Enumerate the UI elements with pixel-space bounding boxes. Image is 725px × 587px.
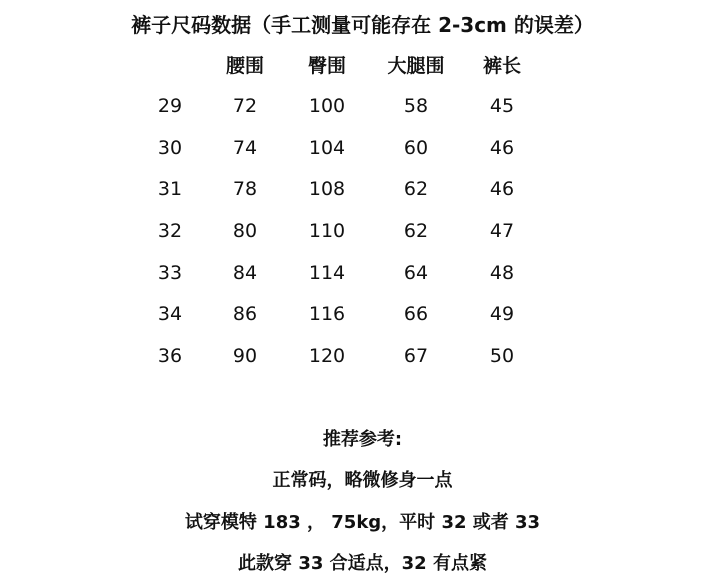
length-cell: 46 — [489, 137, 515, 159]
hip-cell: 110 — [308, 220, 346, 242]
header-length: 裤长 — [482, 55, 521, 77]
header-thigh: 大腿围 — [387, 55, 445, 77]
waist-cell: 72 — [232, 95, 258, 117]
thigh-cell: 58 — [403, 95, 429, 117]
size-cell: 30 — [157, 137, 183, 159]
waist-cell: 80 — [232, 220, 258, 242]
size-cell: 33 — [157, 262, 183, 284]
header-hip: 臀围 — [307, 55, 346, 77]
model-info-note: 试穿模特 183 ， 75kg，平时 32 或者 33 — [184, 512, 541, 533]
thigh-cell: 62 — [403, 220, 429, 242]
size-cell: 29 — [157, 95, 183, 117]
hip-cell: 108 — [308, 178, 346, 200]
thigh-cell: 66 — [403, 303, 429, 325]
page-title: 裤子尺码数据（手工测量可能存在 2-3cm 的误差） — [131, 13, 594, 37]
waist-cell: 86 — [232, 303, 258, 325]
hip-cell: 100 — [308, 95, 346, 117]
thigh-cell: 67 — [403, 345, 429, 367]
waist-cell: 74 — [232, 137, 258, 159]
size-cell: 31 — [157, 178, 183, 200]
hip-cell: 114 — [308, 262, 346, 284]
length-cell: 49 — [489, 303, 515, 325]
hip-cell: 120 — [308, 345, 346, 367]
length-cell: 48 — [489, 262, 515, 284]
fit-note: 正常码，略微修身一点 — [272, 470, 453, 491]
size-cell: 32 — [157, 220, 183, 242]
waist-cell: 84 — [232, 262, 258, 284]
hip-cell: 104 — [308, 137, 346, 159]
size-cell: 36 — [157, 345, 183, 367]
length-cell: 45 — [489, 95, 515, 117]
length-cell: 47 — [489, 220, 515, 242]
header-waist: 腰围 — [225, 55, 264, 77]
thigh-cell: 62 — [403, 178, 429, 200]
thigh-cell: 60 — [403, 137, 429, 159]
length-cell: 46 — [489, 178, 515, 200]
size-advice-note: 此款穿 33 合适点，32 有点紧 — [238, 553, 487, 574]
waist-cell: 90 — [232, 345, 258, 367]
length-cell: 50 — [489, 345, 515, 367]
recommendation-heading: 推荐参考: — [322, 429, 403, 450]
hip-cell: 116 — [308, 303, 346, 325]
thigh-cell: 64 — [403, 262, 429, 284]
size-cell: 34 — [157, 303, 183, 325]
waist-cell: 78 — [232, 178, 258, 200]
